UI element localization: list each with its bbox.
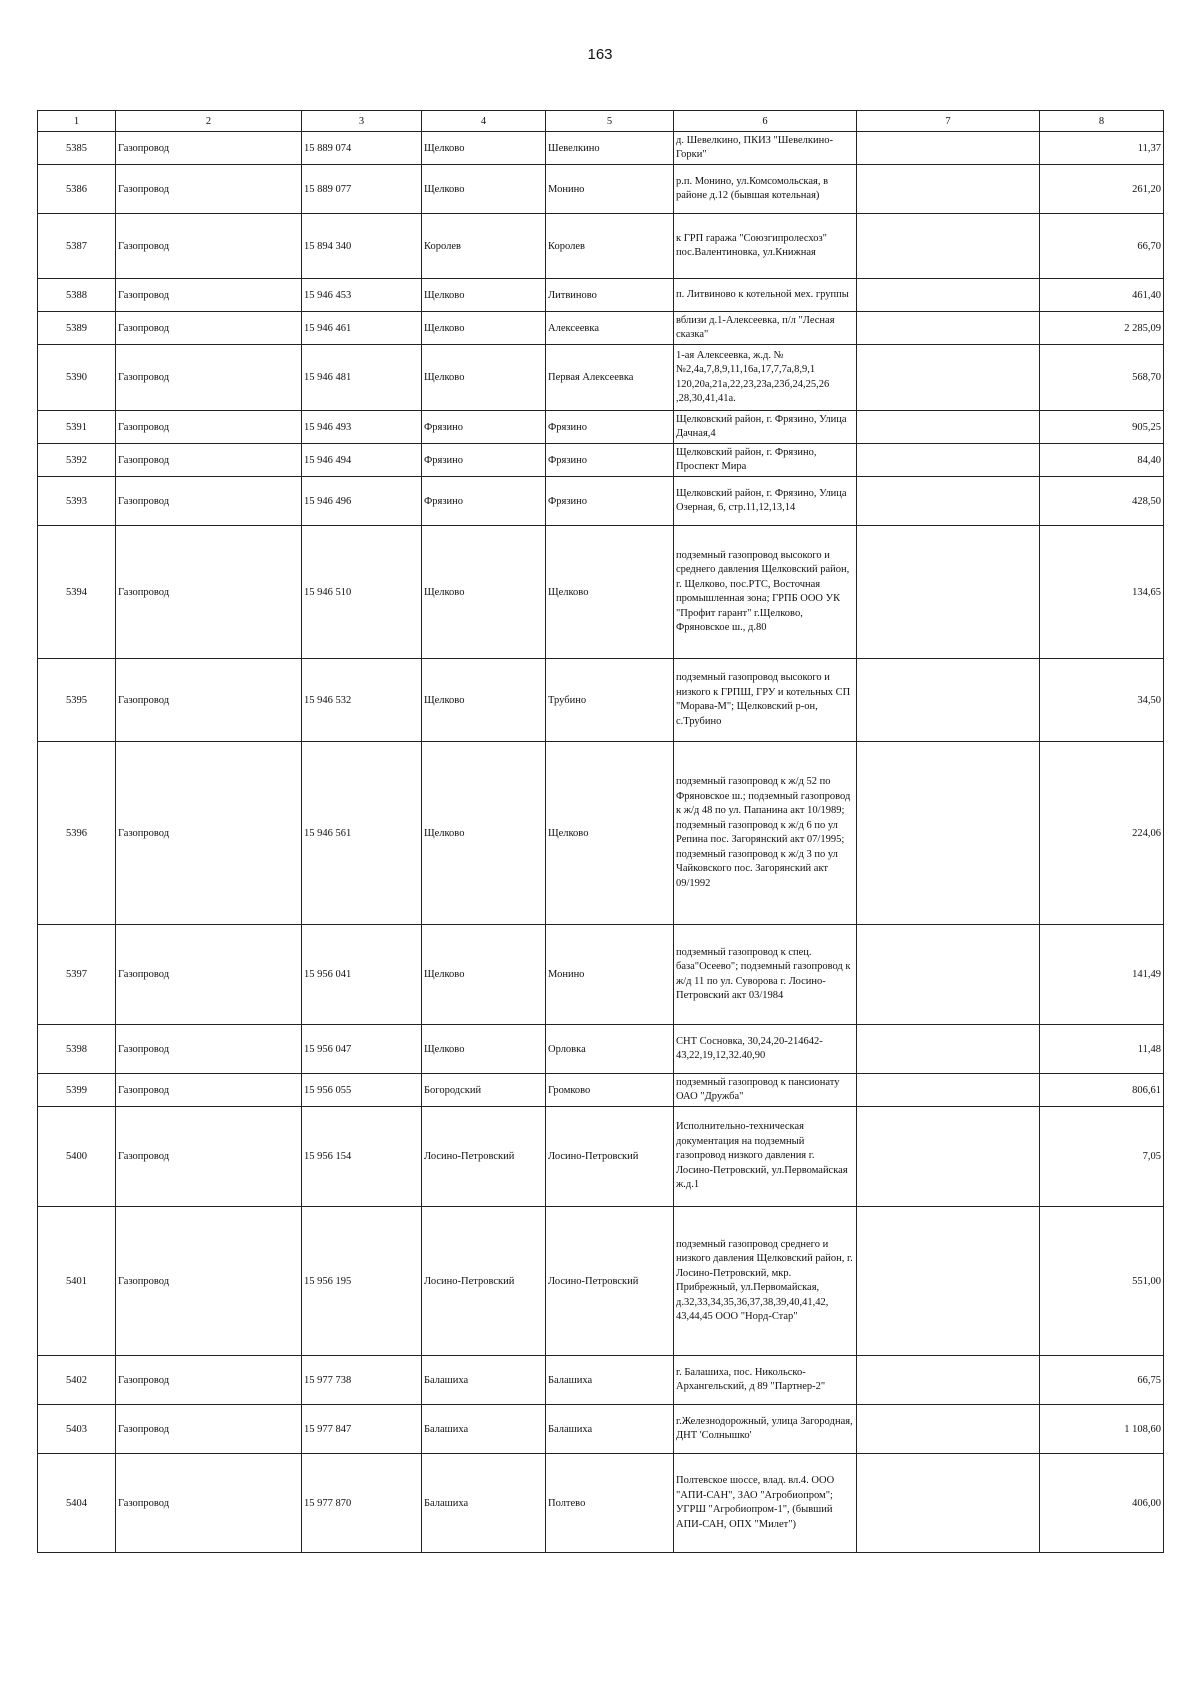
district-cell: Богородский [422,1074,546,1107]
object-type-cell: Газопровод [116,1107,302,1207]
locality-cell: Лосино-Петровский [546,1207,674,1356]
row-number-cell: 5394 [38,526,116,659]
district-cell: Щелково [422,345,546,411]
locality-cell: Орловка [546,1025,674,1074]
note-cell [857,1454,1040,1553]
code-cell: 15 977 847 [302,1405,422,1454]
locality-cell: Монино [546,165,674,214]
address-cell: подземный газопровод среднего и низкого давления Щелковский район, г. Лосино-Петровский, мкр. Прибрежный, ул.Первомайская, д.32,33,34,35,36,37,38,39,40,41,42, 43,44,45 ООО "Норд-Стар" [674,1207,857,1356]
table-row [38,1207,1164,1356]
district-cell: Щелково [422,312,546,345]
locality-cell: Фрязино [546,477,674,526]
row-number-cell: 5391 [38,411,116,444]
length-cell: 84,40 [1040,444,1164,477]
column-header: 4 [422,111,546,132]
note-cell [857,165,1040,214]
address-cell: подземный газопровод высокого и среднего давления Щелковский район, г. Щелково, пос.РТС, Восточная промышленная зона; ГРПБ ООО УК "Профит гарант" г.Щелково, Фряновское ш., д.80 [674,526,857,659]
locality-cell: Полтево [546,1454,674,1553]
object-type-cell: Газопровод [116,742,302,925]
table-row [38,477,1164,526]
table-row [38,1356,1164,1405]
row-number-cell: 5387 [38,214,116,279]
length-cell: 461,40 [1040,279,1164,312]
address-cell: подземный газопровод к ж/д 52 по Фряновское ш.; подземный газопровод к ж/д 48 по ул. Папанина акт 10/1989; подземный газопровод к ж/д 6 по ул Репина пос. Загорянский акт 07/1995; подземный газопровод к ж/д 3 по ул Чайковского пос. Загорянский акт 09/1992 [674,742,857,925]
table-row [38,1405,1164,1454]
object-type-cell: Газопровод [116,132,302,165]
length-cell: 224,06 [1040,742,1164,925]
table-row [38,659,1164,742]
table-row [38,345,1164,411]
code-cell: 15 977 738 [302,1356,422,1405]
table-row [38,1107,1164,1207]
code-cell: 15 946 510 [302,526,422,659]
code-cell: 15 956 047 [302,1025,422,1074]
address-cell: Полтевское шоссе, влад. вл.4. ООО "АПИ-САН", ЗАО "Агробиопром"; УГРШ "Агробиопром-1", (бывший АПИ-САН, ОПХ "Милет") [674,1454,857,1553]
row-number-cell: 5404 [38,1454,116,1553]
row-number-cell: 5390 [38,345,116,411]
object-type-cell: Газопровод [116,659,302,742]
address-cell: д. Шевелкино, ПКИЗ "Шевелкино-Горки" [674,132,857,165]
district-cell: Щелково [422,742,546,925]
address-cell: подземный газопровод к пансионату ОАО "Дружба" [674,1074,857,1107]
code-cell: 15 946 494 [302,444,422,477]
length-cell: 568,70 [1040,345,1164,411]
locality-cell: Щелково [546,526,674,659]
row-number-cell: 5400 [38,1107,116,1207]
code-cell: 15 946 496 [302,477,422,526]
locality-cell: Трубино [546,659,674,742]
row-number-cell: 5386 [38,165,116,214]
length-cell: 11,48 [1040,1025,1164,1074]
code-cell: 15 946 481 [302,345,422,411]
district-cell: Лосино-Петровский [422,1207,546,1356]
address-cell: г.Железнодорожный, улица Загородная, ДНТ 'Солнышко' [674,1405,857,1454]
code-cell: 15 946 561 [302,742,422,925]
table-row [38,1025,1164,1074]
note-cell [857,659,1040,742]
note-cell [857,742,1040,925]
row-number-cell: 5403 [38,1405,116,1454]
table-row [38,132,1164,165]
note-cell [857,1356,1040,1405]
district-cell: Фрязино [422,444,546,477]
table-row [38,312,1164,345]
length-cell: 406,00 [1040,1454,1164,1553]
locality-cell: Шевелкино [546,132,674,165]
row-number-cell: 5401 [38,1207,116,1356]
district-cell: Щелково [422,925,546,1025]
code-cell: 15 889 074 [302,132,422,165]
district-cell: Фрязино [422,477,546,526]
locality-cell: Громково [546,1074,674,1107]
district-cell: Щелково [422,165,546,214]
address-cell: вблизи д.1-Алексеевка, п/л "Лесная сказка" [674,312,857,345]
district-cell: Щелково [422,279,546,312]
length-cell: 551,00 [1040,1207,1164,1356]
page-number: 163 [587,46,613,63]
code-cell: 15 946 532 [302,659,422,742]
note-cell [857,477,1040,526]
table-row [38,742,1164,925]
note-cell [857,1107,1040,1207]
length-cell: 11,37 [1040,132,1164,165]
note-cell [857,312,1040,345]
address-cell: Щелковский район, г. Фрязино, Улица Озерная, 6, стр.11,12,13,14 [674,477,857,526]
note-cell [857,925,1040,1025]
table-row [38,925,1164,1025]
object-type-cell: Газопровод [116,214,302,279]
table-row [38,165,1164,214]
code-cell: 15 956 041 [302,925,422,1025]
code-cell: 15 956 055 [302,1074,422,1107]
address-cell: Щелковский район, г. Фрязино, Улица Дачная,4 [674,411,857,444]
object-type-cell: Газопровод [116,925,302,1025]
note-cell [857,132,1040,165]
row-number-cell: 5399 [38,1074,116,1107]
table-row [38,411,1164,444]
locality-cell: Литвиново [546,279,674,312]
object-type-cell: Газопровод [116,1074,302,1107]
row-number-cell: 5392 [38,444,116,477]
length-cell: 141,49 [1040,925,1164,1025]
length-cell: 34,50 [1040,659,1164,742]
address-cell: подземный газопровод высокого и низкого к ГРПШ, ГРУ и котельных СП "Морава-М"; Щелковский р-он, с.Трубино [674,659,857,742]
note-cell [857,345,1040,411]
row-number-cell: 5395 [38,659,116,742]
row-number-cell: 5402 [38,1356,116,1405]
locality-cell: Первая Алексеевка [546,345,674,411]
table-row [38,1074,1164,1107]
note-cell [857,214,1040,279]
code-cell: 15 946 453 [302,279,422,312]
district-cell: Щелково [422,526,546,659]
address-cell: подземный газопровод к спец. база"Осеево"; подземный газопровод к ж/д 11 по ул. Суворова г. Лосино-Петровский акт 03/1984 [674,925,857,1025]
address-cell: Исполнительно-техническая документация на подземный газопровод низкого давления г. Лосино-Петровский, ул.Первомайская ж.д.1 [674,1107,857,1207]
district-cell: Лосино-Петровский [422,1107,546,1207]
code-cell: 15 956 195 [302,1207,422,1356]
table-row [38,214,1164,279]
code-cell: 15 977 870 [302,1454,422,1553]
code-cell: 15 956 154 [302,1107,422,1207]
length-cell: 1 108,60 [1040,1405,1164,1454]
locality-cell: Королев [546,214,674,279]
row-number-cell: 5385 [38,132,116,165]
address-cell: г. Балашиха, пос. Никольско-Архангельский, д 89 "Партнер-2" [674,1356,857,1405]
table-row [38,526,1164,659]
note-cell [857,444,1040,477]
code-cell: 15 946 493 [302,411,422,444]
object-type-cell: Газопровод [116,1025,302,1074]
row-number-cell: 5393 [38,477,116,526]
header-row [38,111,1164,132]
district-cell: Балашиха [422,1356,546,1405]
length-cell: 66,75 [1040,1356,1164,1405]
note-cell [857,526,1040,659]
row-number-cell: 5398 [38,1025,116,1074]
code-cell: 15 889 077 [302,165,422,214]
object-type-cell: Газопровод [116,1454,302,1553]
object-type-cell: Газопровод [116,411,302,444]
district-cell: Королев [422,214,546,279]
district-cell: Балашиха [422,1405,546,1454]
code-cell: 15 894 340 [302,214,422,279]
locality-cell: Щелково [546,742,674,925]
column-header: 7 [857,111,1040,132]
address-cell: р.п. Монино, ул.Комсомольская, в районе д.12 (бывшая котельная) [674,165,857,214]
district-cell: Щелково [422,659,546,742]
length-cell: 7,05 [1040,1107,1164,1207]
registry-table [37,110,1164,1553]
locality-cell: Алексеевка [546,312,674,345]
address-cell: Щелковский район, г. Фрязино, Проспект Мира [674,444,857,477]
object-type-cell: Газопровод [116,345,302,411]
locality-cell: Балашиха [546,1405,674,1454]
column-header: 2 [116,111,302,132]
note-cell [857,1207,1040,1356]
row-number-cell: 5389 [38,312,116,345]
locality-cell: Фрязино [546,444,674,477]
object-type-cell: Газопровод [116,312,302,345]
column-header: 5 [546,111,674,132]
address-cell: 1-ая Алексеевка, ж.д. №№2,4а,7,8,9,11,16а,17,7,7а,8,9,1 120,20а,21а,22,23,23а,23б,24,25,26 ,28,30,41,41а. [674,345,857,411]
code-cell: 15 946 461 [302,312,422,345]
note-cell [857,1074,1040,1107]
object-type-cell: Газопровод [116,165,302,214]
district-cell: Балашиха [422,1454,546,1553]
district-cell: Щелково [422,132,546,165]
locality-cell: Монино [546,925,674,1025]
note-cell [857,1405,1040,1454]
column-header: 8 [1040,111,1164,132]
table-row [38,444,1164,477]
object-type-cell: Газопровод [116,477,302,526]
row-number-cell: 5396 [38,742,116,925]
table-row [38,279,1164,312]
table-row [38,1454,1164,1553]
address-cell: к ГРП гаража "Союзгипролесхоз" пос.Валентиновка, ул.Книжная [674,214,857,279]
length-cell: 905,25 [1040,411,1164,444]
object-type-cell: Газопровод [116,1207,302,1356]
object-type-cell: Газопровод [116,444,302,477]
note-cell [857,279,1040,312]
district-cell: Фрязино [422,411,546,444]
row-number-cell: 5388 [38,279,116,312]
length-cell: 261,20 [1040,165,1164,214]
column-header: 3 [302,111,422,132]
note-cell [857,1025,1040,1074]
address-cell: СНТ Сосновка, 30,24,20-214642-43,22,19,12,32.40,90 [674,1025,857,1074]
object-type-cell: Газопровод [116,526,302,659]
length-cell: 2 285,09 [1040,312,1164,345]
address-cell: п. Литвиново к котельной мех. группы [674,279,857,312]
column-header: 6 [674,111,857,132]
row-number-cell: 5397 [38,925,116,1025]
note-cell [857,411,1040,444]
column-header: 1 [38,111,116,132]
locality-cell: Лосино-Петровский [546,1107,674,1207]
object-type-cell: Газопровод [116,1356,302,1405]
object-type-cell: Газопровод [116,279,302,312]
length-cell: 806,61 [1040,1074,1164,1107]
object-type-cell: Газопровод [116,1405,302,1454]
locality-cell: Фрязино [546,411,674,444]
length-cell: 428,50 [1040,477,1164,526]
length-cell: 66,70 [1040,214,1164,279]
locality-cell: Балашиха [546,1356,674,1405]
length-cell: 134,65 [1040,526,1164,659]
district-cell: Щелково [422,1025,546,1074]
